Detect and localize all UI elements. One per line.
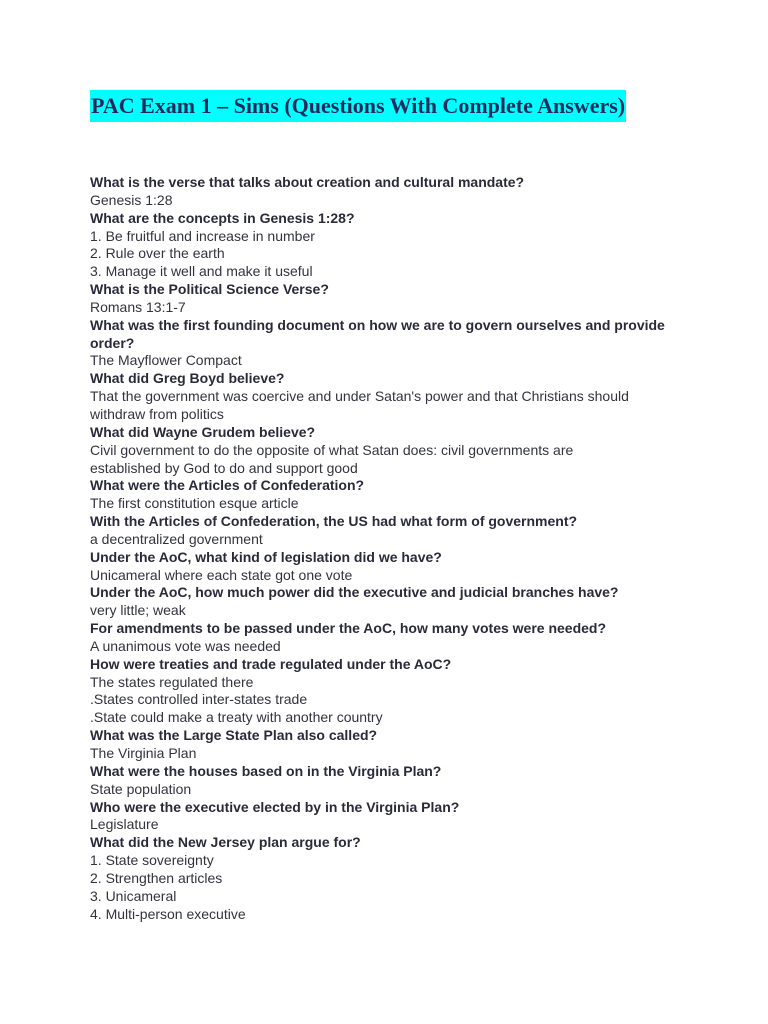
question: What were the houses based on in the Virginia Plan? — [90, 762, 442, 779]
title-container — [90, 90, 626, 122]
answer: .State could make a treaty with another country — [90, 709, 383, 726]
question: Who were the executive elected by in the Virginia Plan? — [90, 798, 460, 815]
question: What was the Large State Plan also called? — [90, 727, 378, 744]
document-title: PAC Exam 1 – Sims (Questions With Complete Answers) — [90, 90, 626, 122]
question: How were treaties and trade regulated under the AoC? — [90, 655, 452, 672]
answer: The states regulated there — [90, 673, 254, 690]
answer: 2. Strengthen articles — [90, 869, 223, 886]
answer: Genesis 1:28 — [90, 191, 173, 208]
question: What did Wayne Grudem believe? — [90, 423, 316, 440]
answer: Romans 13:1-7 — [90, 298, 186, 315]
answer: Legislature — [90, 816, 159, 833]
answer: 1. Be fruitful and increase in number — [90, 227, 315, 244]
question: What were the Articles of Confederation? — [90, 477, 365, 494]
question: What was the first founding document on how we are to govern ourselves and provide order? — [90, 316, 665, 351]
question: With the Articles of Confederation, the US had what form of government? — [90, 513, 578, 530]
question: What are the concepts in Genesis 1:28? — [90, 209, 355, 226]
qa-list — [90, 174, 690, 923]
answer: State population — [90, 780, 192, 797]
answer: The first constitution esque article — [90, 495, 299, 512]
answer: a decentralized government — [90, 530, 263, 547]
answer: 1. State sovereignty — [90, 852, 214, 869]
question: For amendments to be passed under the AoC, how many votes were needed? — [90, 620, 607, 637]
question: What did the New Jersey plan argue for? — [90, 834, 361, 851]
answer: The Virginia Plan — [90, 745, 197, 761]
answer: 2. Rule over the earth — [90, 245, 225, 262]
question: Under the AoC, what kind of legislation did we have? — [90, 548, 442, 565]
answer: .States controlled inter-states trade — [90, 691, 308, 708]
answer: That the government was coercive and under Satan's power and that Christians should withdraw from politics — [90, 388, 629, 422]
answer: 3. Manage it well and make it useful — [90, 263, 313, 280]
question: What is the Political Science Verse? — [90, 281, 329, 298]
question: Under the AoC, how much power did the executive and judicial branches have? — [90, 584, 619, 601]
answer: Civil government to do the opposite of what Satan does: civil governments are established by God to do and support good — [90, 441, 574, 476]
answer: The Mayflower Compact — [90, 352, 242, 369]
answer: A unanimous vote was needed — [90, 637, 281, 654]
answer: Unicameral where each state got one vote — [90, 566, 353, 583]
answer: 3. Unicameral — [90, 887, 177, 904]
question: What is the verse that talks about creation and cultural mandate? — [90, 174, 525, 190]
answer: very little; weak — [90, 602, 186, 619]
question: What did Greg Boyd believe? — [90, 370, 285, 387]
answer: 4. Multi-person executive — [90, 905, 246, 922]
